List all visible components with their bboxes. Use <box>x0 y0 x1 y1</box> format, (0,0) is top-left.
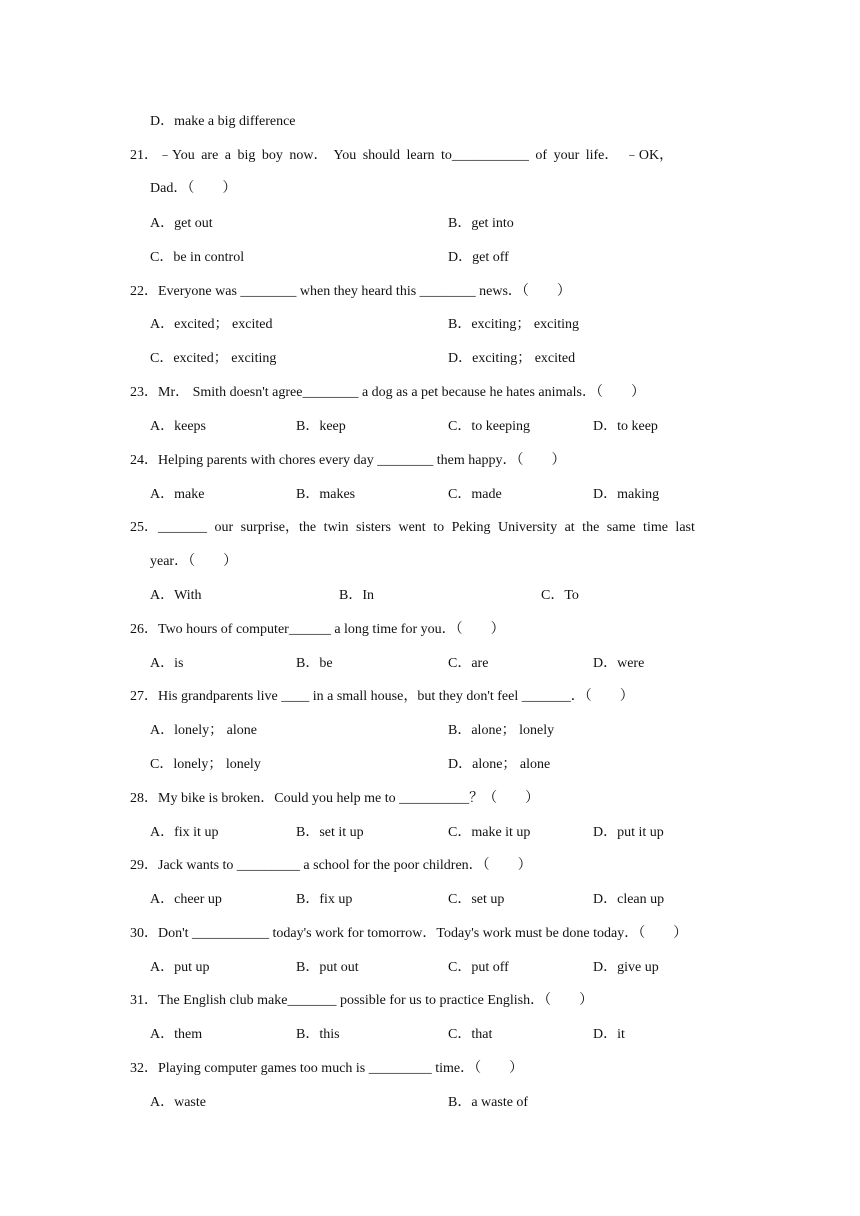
question-24-stem: 24．Helping parents with chores every day ________ them happy．（ ） <box>130 453 566 468</box>
option-a-q24: A．make <box>150 487 205 502</box>
option-d-q29: D．clean up <box>593 892 665 907</box>
question-30-stem: 30．Don't ___________ today's work for tomorrow．Today's work must be done today．（ ） <box>130 926 688 941</box>
option-c-q31: C．that <box>448 1027 493 1042</box>
option-c-q22: C．excited； exciting <box>150 351 277 366</box>
option-d-q24: D．making <box>593 487 660 502</box>
option-d-q27: D．alone； alone <box>448 757 551 772</box>
option-b-q22: B．exciting； exciting <box>448 317 580 332</box>
question-25-stem-cont: year．（ ） <box>150 554 238 569</box>
option-b-q25: B．In <box>339 588 374 603</box>
question-32-stem: 32．Playing computer games too much is _________ time．（ ） <box>130 1061 524 1076</box>
option-c-q25: C．To <box>541 588 579 603</box>
option-c-q28: C．make it up <box>448 825 531 840</box>
option-b-q23: B．keep <box>296 419 346 434</box>
option-c-q24: C．made <box>448 487 502 502</box>
option-a-q29: A．cheer up <box>150 892 222 907</box>
option-d-q30: D．give up <box>593 960 659 975</box>
question-22-stem: 22．Everyone was ________ when they heard this ________ news．（ ） <box>130 284 571 299</box>
option-c-q27: C．lonely； lonely <box>150 757 261 772</box>
option-b-q21: B．get into <box>448 216 514 231</box>
option-b-q28: B．set it up <box>296 825 364 840</box>
option-a-q31: A．them <box>150 1027 203 1042</box>
question-28-stem: 28．My bike is broken．Could you help me to __________？（ ） <box>130 791 540 806</box>
option-c-q26: C．are <box>448 656 489 671</box>
question-26-stem: 26．Two hours of computer______ a long time for you．（ ） <box>130 622 505 637</box>
option-a-q22: A．excited； excited <box>150 317 273 332</box>
option-a-q32: A．waste <box>150 1095 206 1110</box>
option-a-q21: A．get out <box>150 216 213 231</box>
option-b-q29: B．fix up <box>296 892 353 907</box>
option-d-q23: D．to keep <box>593 419 658 434</box>
option-b-q30: B．put out <box>296 960 359 975</box>
question-21-stem-cont: Dad．（ ） <box>150 181 237 196</box>
option-d-q26: D．were <box>593 656 645 671</box>
option-c-q29: C．set up <box>448 892 505 907</box>
option-d-q21: D．get off <box>448 250 509 265</box>
option-a-q23: A．keeps <box>150 419 206 434</box>
question-21-stem: 21．﹣You are a big boy now． You should learn to___________ of your life． ﹣OK， <box>130 148 674 163</box>
option-b-q26: B．be <box>296 656 333 671</box>
option-a-q25: A．With <box>150 588 202 603</box>
option-a-q28: A．fix it up <box>150 825 219 840</box>
option-c-q21: C．be in control <box>150 250 245 265</box>
question-27-stem: 27．His grandparents live ____ in a small house，but they don't feel _______．（ ） <box>130 689 634 704</box>
option-d-q28: D．put it up <box>593 825 664 840</box>
option-b-q31: B．this <box>296 1027 340 1042</box>
option-c-q30: C．put off <box>448 960 509 975</box>
option-a-q30: A．put up <box>150 960 210 975</box>
option-a-q26: A．is <box>150 656 184 671</box>
option-d-q20: D．make a big difference <box>150 114 296 129</box>
option-b-q32: B．a waste of <box>448 1095 529 1110</box>
option-b-q27: B．alone； lonely <box>448 723 555 738</box>
question-23-stem: 23．Mr． Smith doesn't agree________ a dog as a pet because he hates animals．（ ） <box>130 385 645 400</box>
question-31-stem: 31．The English club make_______ possible for us to practice English．（ ） <box>130 993 594 1008</box>
option-a-q27: A．lonely； alone <box>150 723 257 738</box>
option-d-q22: D．exciting； excited <box>448 351 576 366</box>
option-d-q31: D．it <box>593 1027 625 1042</box>
question-29-stem: 29．Jack wants to _________ a school for the poor children．（ ） <box>130 858 532 873</box>
option-c-q23: C．to keeping <box>448 419 531 434</box>
option-b-q24: B．makes <box>296 487 356 502</box>
question-25-stem: 25．_______ our surprise，the twin sisters went to Peking University at the same time last <box>130 520 695 535</box>
